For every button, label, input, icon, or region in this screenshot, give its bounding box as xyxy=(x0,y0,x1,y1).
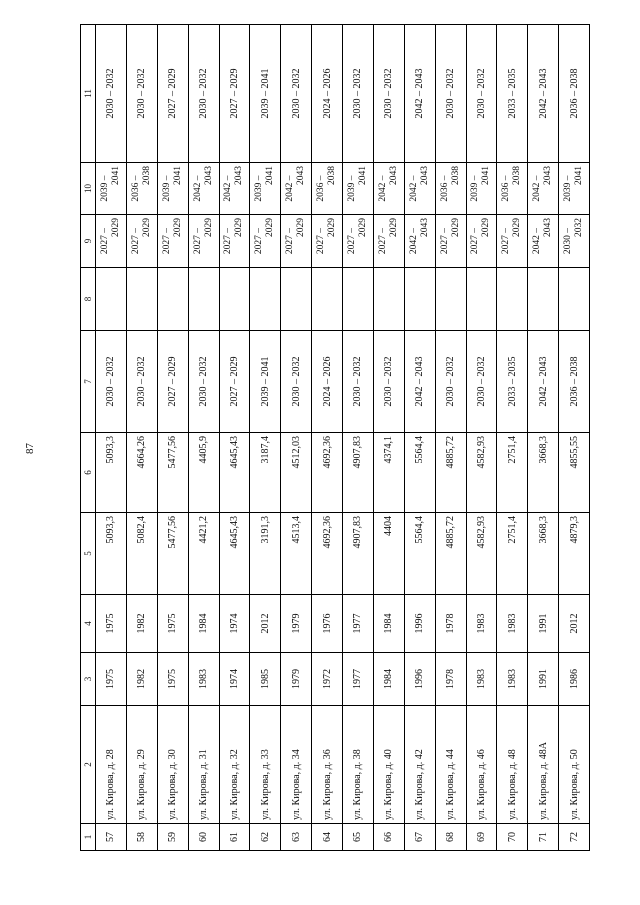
cell-line: 2043 xyxy=(543,166,554,185)
column-header: 6 xyxy=(81,433,96,513)
build-year-cell: 1983 xyxy=(497,653,528,706)
roof-period-cell xyxy=(528,215,559,268)
period-cell: 2030 – 2032 xyxy=(466,331,497,433)
build-year-cell: 1985 xyxy=(250,653,281,706)
cell-line: 2029 xyxy=(234,218,245,237)
cell-line: 2027 – xyxy=(439,227,450,255)
roof-period-cell xyxy=(219,215,250,268)
living-area-cell: 2751,4 xyxy=(497,433,528,513)
planned-period-cell: 2030 – 2032 xyxy=(343,25,374,163)
commission-year-cell: 1984 xyxy=(188,595,219,653)
period-cell: 2030 – 2032 xyxy=(281,331,312,433)
roof-period-cell xyxy=(404,215,435,268)
cell-line: 2029 xyxy=(172,218,183,237)
cell-line: 2043 xyxy=(388,166,399,185)
commission-year-cell: 1976 xyxy=(312,595,343,653)
build-year-cell: 1972 xyxy=(312,653,343,706)
address-cell: ул. Кирова, д. 40 xyxy=(373,706,404,824)
planned-period-cell: 2030 – 2032 xyxy=(466,25,497,163)
address-cell: ул. Кирова, д. 48А xyxy=(528,706,559,824)
planned-period-cell: 2027 – 2029 xyxy=(157,25,188,163)
cell-line: 2027 – xyxy=(377,227,388,255)
row-number-cell: 65 xyxy=(343,824,374,851)
commission-year-cell: 1983 xyxy=(497,595,528,653)
cell-line: 2038 xyxy=(512,166,523,185)
row-number-cell: 64 xyxy=(312,824,343,851)
total-area-cell: 5564,4 xyxy=(404,513,435,595)
planned-period-cell: 2033 – 2035 xyxy=(497,25,528,163)
cell-line: 2029 xyxy=(327,218,338,237)
living-area-cell: 3668,3 xyxy=(528,433,559,513)
empty-cell xyxy=(157,268,188,331)
row-number-cell: 67 xyxy=(404,824,435,851)
column-header: 2 xyxy=(81,706,96,824)
table-row xyxy=(126,25,157,851)
commission-year-cell: 1979 xyxy=(281,595,312,653)
address-cell: ул. Кирова, д. 42 xyxy=(404,706,435,824)
cell-line: 2029 xyxy=(110,218,121,237)
cell-line: 2029 xyxy=(512,218,523,237)
row-number-cell: 69 xyxy=(466,824,497,851)
planned-period-cell: 2030 – 2032 xyxy=(96,25,127,163)
living-area-cell: 4374,1 xyxy=(373,433,404,513)
planned-period-cell: 2024 – 2026 xyxy=(312,25,343,163)
cell-line: 2029 xyxy=(450,218,461,237)
table-row xyxy=(343,25,374,851)
column-header: 4 xyxy=(81,595,96,653)
period-cell: 2030 – 2032 xyxy=(126,331,157,433)
cell-line: 2029 xyxy=(203,218,214,237)
planned-period-cell: 2042 – 2043 xyxy=(528,25,559,163)
row-number-cell: 61 xyxy=(219,824,250,851)
facade-period-cell xyxy=(373,163,404,215)
roof-period-cell xyxy=(373,215,404,268)
cell-line: 2027 – xyxy=(346,227,357,255)
cell-line: 2036 – xyxy=(316,175,327,202)
cell-line: 2042 – xyxy=(532,175,543,202)
address-cell: ул. Кирова, д. 38 xyxy=(343,706,374,824)
column-header: 9 xyxy=(81,215,96,268)
table-row xyxy=(435,25,466,851)
cell-line: 2036 – xyxy=(439,175,450,202)
table-row xyxy=(466,25,497,851)
facade-period-cell xyxy=(559,163,590,215)
row-number-cell: 59 xyxy=(157,824,188,851)
commission-year-cell: 1982 xyxy=(126,595,157,653)
column-header: 7 xyxy=(81,331,96,433)
cell-line: 2027 – xyxy=(285,227,296,255)
cell-line: 2039 – xyxy=(563,175,574,202)
column-header: 8 xyxy=(81,268,96,331)
commission-year-cell: 1984 xyxy=(373,595,404,653)
build-year-cell: 1983 xyxy=(466,653,497,706)
living-area-cell: 4885,72 xyxy=(435,433,466,513)
cell-line: 2038 xyxy=(450,166,461,185)
cell-line: 2042 – xyxy=(285,175,296,202)
total-area-cell: 5477,56 xyxy=(157,513,188,595)
cell-line: 2027 – xyxy=(501,227,512,255)
address-cell: ул. Кирова, д. 29 xyxy=(126,706,157,824)
facade-period-cell xyxy=(435,163,466,215)
table-row xyxy=(188,25,219,851)
row-number-cell: 66 xyxy=(373,824,404,851)
planned-period-cell: 2039 – 2041 xyxy=(250,25,281,163)
cell-line: 2029 xyxy=(265,218,276,237)
cell-line: 2036 – xyxy=(501,175,512,202)
table-row xyxy=(96,25,127,851)
cell-line: 2029 xyxy=(388,218,399,237)
living-area-cell: 3187,4 xyxy=(250,433,281,513)
cell-line: 2043 xyxy=(419,218,430,237)
period-cell: 2030 – 2032 xyxy=(343,331,374,433)
column-header: 5 xyxy=(81,513,96,595)
cell-line: 2042 – xyxy=(408,175,419,202)
roof-period-cell xyxy=(188,215,219,268)
period-cell: 2027 – 2029 xyxy=(219,331,250,433)
period-cell: 2042 – 2043 xyxy=(528,331,559,433)
commission-year-cell: 1974 xyxy=(219,595,250,653)
cell-line: 2039 – xyxy=(470,175,481,202)
empty-cell xyxy=(404,268,435,331)
table-row xyxy=(157,25,188,851)
facade-period-cell xyxy=(312,163,343,215)
cell-line: 2043 xyxy=(203,166,214,185)
cell-line: 2041 xyxy=(357,166,368,185)
total-area-cell: 4421,2 xyxy=(188,513,219,595)
roof-period-cell xyxy=(250,215,281,268)
rotated-table-container xyxy=(80,25,590,851)
living-area-cell: 4907,83 xyxy=(343,433,374,513)
cell-line: 2029 xyxy=(357,218,368,237)
roof-period-cell xyxy=(435,215,466,268)
table-body xyxy=(96,25,590,851)
row-number-cell: 62 xyxy=(250,824,281,851)
living-area-cell: 4645,43 xyxy=(219,433,250,513)
row-number-cell: 57 xyxy=(96,824,127,851)
facade-period-cell xyxy=(466,163,497,215)
total-area-cell: 4582,93 xyxy=(466,513,497,595)
cell-line: 2038 xyxy=(141,166,152,185)
roof-period-cell xyxy=(343,215,374,268)
empty-cell xyxy=(126,268,157,331)
cell-line: 2042 – xyxy=(408,227,419,255)
total-area-cell: 5093,3 xyxy=(96,513,127,595)
period-cell: 2036 – 2038 xyxy=(559,331,590,433)
commission-year-cell: 2012 xyxy=(559,595,590,653)
period-cell: 2039 – 2041 xyxy=(250,331,281,433)
facade-period-cell xyxy=(404,163,435,215)
build-year-cell: 1983 xyxy=(188,653,219,706)
living-area-cell: 5477,56 xyxy=(157,433,188,513)
cell-line: 2027 – xyxy=(316,227,327,255)
table-row xyxy=(250,25,281,851)
empty-cell xyxy=(559,268,590,331)
empty-cell xyxy=(528,268,559,331)
build-year-cell: 1991 xyxy=(528,653,559,706)
cell-line: 2027 – xyxy=(192,227,203,255)
planned-period-cell: 2042 – 2043 xyxy=(404,25,435,163)
table-row xyxy=(281,25,312,851)
table-row xyxy=(497,25,528,851)
build-year-cell: 1982 xyxy=(126,653,157,706)
total-area-cell: 4879,3 xyxy=(559,513,590,595)
column-header: 11 xyxy=(81,25,96,163)
planned-period-cell: 2030 – 2032 xyxy=(373,25,404,163)
total-area-cell: 2751,4 xyxy=(497,513,528,595)
empty-cell xyxy=(219,268,250,331)
empty-cell xyxy=(312,268,343,331)
roof-period-cell xyxy=(466,215,497,268)
period-cell: 2030 – 2032 xyxy=(188,331,219,433)
total-area-cell: 4907,83 xyxy=(343,513,374,595)
cell-line: 2036 – xyxy=(130,175,141,202)
cell-line: 2029 xyxy=(141,218,152,237)
commission-year-cell: 1983 xyxy=(466,595,497,653)
facade-period-cell xyxy=(188,163,219,215)
cell-line: 2042 – xyxy=(223,175,234,202)
total-area-cell: 3668,3 xyxy=(528,513,559,595)
cell-line: 2027 – xyxy=(470,227,481,255)
row-number-cell: 72 xyxy=(559,824,590,851)
address-cell: ул. Кирова, д. 30 xyxy=(157,706,188,824)
build-year-cell: 1975 xyxy=(96,653,127,706)
living-area-cell: 4512,03 xyxy=(281,433,312,513)
commission-year-cell: 1975 xyxy=(96,595,127,653)
commission-year-cell: 1975 xyxy=(157,595,188,653)
facade-period-cell xyxy=(219,163,250,215)
planned-period-cell: 2036 – 2038 xyxy=(559,25,590,163)
empty-cell xyxy=(497,268,528,331)
cell-line: 2043 xyxy=(419,166,430,185)
row-number-cell: 58 xyxy=(126,824,157,851)
cell-line: 2039 – xyxy=(254,175,265,202)
living-area-cell: 4692,36 xyxy=(312,433,343,513)
roof-period-cell xyxy=(559,215,590,268)
cell-line: 2027 – xyxy=(130,227,141,255)
facade-period-cell xyxy=(281,163,312,215)
facade-period-cell xyxy=(343,163,374,215)
build-year-cell: 1978 xyxy=(435,653,466,706)
build-year-cell: 1975 xyxy=(157,653,188,706)
cell-line: 2039 – xyxy=(346,175,357,202)
build-year-cell: 1977 xyxy=(343,653,374,706)
facade-period-cell xyxy=(250,163,281,215)
period-cell: 2024 – 2026 xyxy=(312,331,343,433)
cell-line: 2042 – xyxy=(377,175,388,202)
address-cell: ул. Кирова, д. 36 xyxy=(312,706,343,824)
cell-line: 2030 – xyxy=(563,227,574,255)
planned-period-cell: 2027 – 2029 xyxy=(219,25,250,163)
table-row xyxy=(404,25,435,851)
total-area-cell: 4513,4 xyxy=(281,513,312,595)
period-cell: 2030 – 2032 xyxy=(373,331,404,433)
address-cell: ул. Кирова, д. 33 xyxy=(250,706,281,824)
column-header: 10 xyxy=(81,163,96,215)
empty-cell xyxy=(343,268,374,331)
commission-year-cell: 1978 xyxy=(435,595,466,653)
cell-line: 2041 xyxy=(574,166,585,185)
table-row xyxy=(559,25,590,851)
cell-line: 2042 – xyxy=(532,227,543,255)
facade-period-cell xyxy=(497,163,528,215)
total-area-cell: 4692,36 xyxy=(312,513,343,595)
roof-period-cell xyxy=(497,215,528,268)
table-row xyxy=(373,25,404,851)
living-area-cell: 5564,4 xyxy=(404,433,435,513)
roof-period-cell xyxy=(126,215,157,268)
period-cell: 2030 – 2032 xyxy=(435,331,466,433)
period-cell: 2033 – 2035 xyxy=(497,331,528,433)
living-area-cell: 4405,9 xyxy=(188,433,219,513)
total-area-cell: 3191,3 xyxy=(250,513,281,595)
header-row xyxy=(81,25,96,851)
build-year-cell: 1996 xyxy=(404,653,435,706)
row-number-cell: 63 xyxy=(281,824,312,851)
facade-period-cell xyxy=(126,163,157,215)
living-area-cell: 4855,55 xyxy=(559,433,590,513)
total-area-cell: 4645,43 xyxy=(219,513,250,595)
column-header: 3 xyxy=(81,653,96,706)
row-number-cell: 71 xyxy=(528,824,559,851)
empty-cell xyxy=(466,268,497,331)
row-number-cell: 60 xyxy=(188,824,219,851)
address-cell: ул. Кирова, д. 34 xyxy=(281,706,312,824)
facade-period-cell xyxy=(96,163,127,215)
address-cell: ул. Кирова, д. 50 xyxy=(559,706,590,824)
table-row xyxy=(312,25,343,851)
address-cell: ул. Кирова, д. 28 xyxy=(96,706,127,824)
page-number: 87 xyxy=(24,443,36,454)
repair-schedule-table xyxy=(80,24,590,851)
total-area-cell: 4885,72 xyxy=(435,513,466,595)
facade-period-cell xyxy=(528,163,559,215)
empty-cell xyxy=(435,268,466,331)
cell-line: 2041 xyxy=(481,166,492,185)
cell-line: 2039 – xyxy=(99,175,110,202)
facade-period-cell xyxy=(157,163,188,215)
cell-line: 2032 xyxy=(574,218,585,237)
empty-cell xyxy=(373,268,404,331)
cell-line: 2042 – xyxy=(192,175,203,202)
commission-year-cell: 2012 xyxy=(250,595,281,653)
cell-line: 2041 xyxy=(265,166,276,185)
living-area-cell: 4664,26 xyxy=(126,433,157,513)
build-year-cell: 1984 xyxy=(373,653,404,706)
build-year-cell: 1974 xyxy=(219,653,250,706)
planned-period-cell: 2030 – 2032 xyxy=(281,25,312,163)
cell-line: 2027 – xyxy=(223,227,234,255)
empty-cell xyxy=(281,268,312,331)
planned-period-cell: 2030 – 2032 xyxy=(435,25,466,163)
cell-line: 2027 – xyxy=(161,227,172,255)
roof-period-cell xyxy=(157,215,188,268)
address-cell: ул. Кирова, д. 31 xyxy=(188,706,219,824)
commission-year-cell: 1991 xyxy=(528,595,559,653)
cell-line: 2043 xyxy=(543,218,554,237)
row-number-cell: 68 xyxy=(435,824,466,851)
living-area-cell: 4582,93 xyxy=(466,433,497,513)
address-cell: ул. Кирова, д. 32 xyxy=(219,706,250,824)
cell-line: 2029 xyxy=(481,218,492,237)
empty-cell xyxy=(96,268,127,331)
roof-period-cell xyxy=(312,215,343,268)
roof-period-cell xyxy=(281,215,312,268)
address-cell: ул. Кирова, д. 44 xyxy=(435,706,466,824)
empty-cell xyxy=(188,268,219,331)
build-year-cell: 1979 xyxy=(281,653,312,706)
empty-cell xyxy=(250,268,281,331)
commission-year-cell: 1996 xyxy=(404,595,435,653)
cell-line: 2029 xyxy=(296,218,307,237)
planned-period-cell: 2030 – 2032 xyxy=(126,25,157,163)
cell-line: 2039 – xyxy=(161,175,172,202)
cell-line: 2043 xyxy=(234,166,245,185)
address-cell: ул. Кирова, д. 48 xyxy=(497,706,528,824)
cell-line: 2043 xyxy=(296,166,307,185)
planned-period-cell: 2030 – 2032 xyxy=(188,25,219,163)
commission-year-cell: 1977 xyxy=(343,595,374,653)
living-area-cell: 5093,3 xyxy=(96,433,127,513)
table-row xyxy=(219,25,250,851)
column-header: 1 xyxy=(81,824,96,851)
roof-period-cell xyxy=(96,215,127,268)
cell-line: 2038 xyxy=(327,166,338,185)
build-year-cell: 1986 xyxy=(559,653,590,706)
cell-line: 2027 – xyxy=(254,227,265,255)
cell-line: 2041 xyxy=(110,166,121,185)
total-area-cell: 4404 xyxy=(373,513,404,595)
table-row xyxy=(528,25,559,851)
period-cell: 2042 – 2043 xyxy=(404,331,435,433)
cell-line: 2041 xyxy=(172,166,183,185)
period-cell: 2027 – 2029 xyxy=(157,331,188,433)
cell-line: 2027 – xyxy=(99,227,110,255)
address-cell: ул. Кирова, д. 46 xyxy=(466,706,497,824)
period-cell: 2030 – 2032 xyxy=(96,331,127,433)
row-number-cell: 70 xyxy=(497,824,528,851)
total-area-cell: 5082,4 xyxy=(126,513,157,595)
